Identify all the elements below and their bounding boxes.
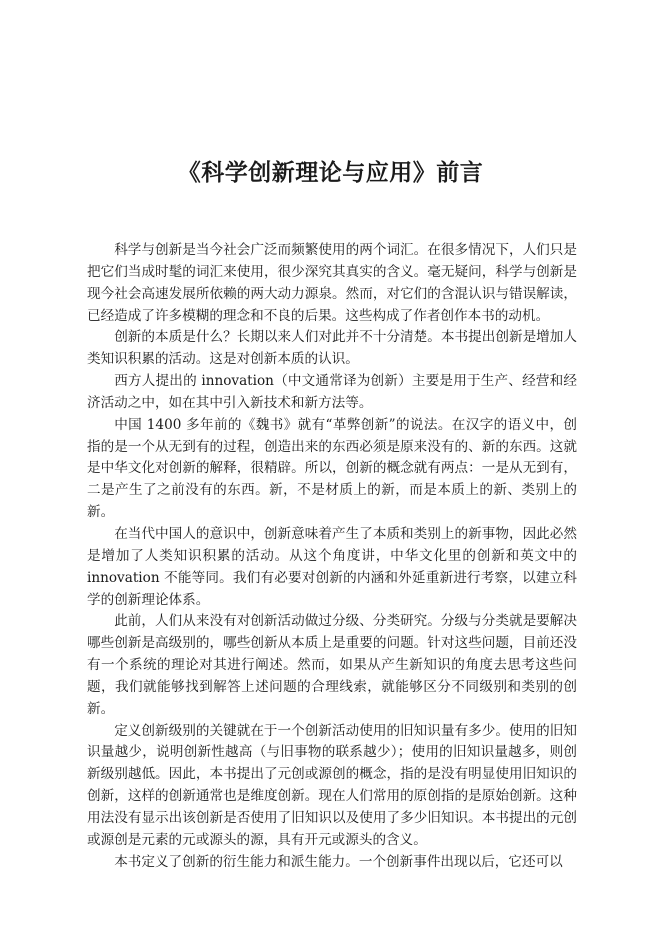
paragraph: 此前，人们从来没有对创新活动做过分级、分类研究。分级与分类就是要解决哪些创新是高级别的，哪些创新从本质上是重要的问题。针对这些问题，目前还没有一个系统的理论对其进行阐述。然而，如果从产生新知识的角度去思考这些问题，我们就能够找到解答上述问题的合理线索，就能够区分不同级别和类别的创新。: [87, 613, 577, 717]
paragraph: 科学与创新是当今社会广泛而频繁使用的两个词汇。在很多情况下，人们只是把它们当成时髦的词汇来使用，很少深究其真实的含义。毫无疑问，科学与创新是现今社会高速发展所依赖的两大动力源泉。然而，对它们的含混认识与错误解读，已经造成了许多模糊的理念和不良的后果。这些构成了作者创作本书的动机。: [87, 242, 577, 324]
paragraph: 定义创新级别的关键就在于一个创新活动使用的旧知识量有多少。使用的旧知识量越少，说明创新性越高（与旧事物的联系越少）；使用的旧知识量越多，则创新级别越低。因此，本书提出了元创或源创的概念，指的是没有明显使用旧知识的创新，这样的创新通常也是维度创新。现在人们常用的原创指的是原始创新。这种用法没有显示出该创新是否使用了旧知识以及使用了多少旧知识。本书提出的元创或源创是元素的元或源头的源，具有开元或源头的含义。: [87, 722, 577, 848]
paragraph: 本书定义了创新的衍生能力和派生能力。一个创新事件出现以后，它还可以: [114, 853, 563, 870]
paragraph: 中国 1400 多年前的《魏书》就有“革弊创新”的说法。在汉字的语义中，创指的是一个从无到有的过程，创造出来的东西必须是原来没有的、新的东西。这就是中华文化对创新的解释，很精辟。所以，创新的概念就有两点：一是从无到有，二是产生了之前没有的东西。新，不是材质上的新，而是本质上的新、类别上的新。: [87, 416, 577, 521]
paragraph: 西方人提出的 innovation（中文通常译为创新）主要是用于生产、经营和经济活动之中，如在其中引入新技术和新方法等。: [87, 373, 577, 411]
paragraph: 在当代中国人的意识中，创新意味着产生了本质和类别上的新事物，因此必然是增加了人类知识积累的活动。从这个角度讲，中华文化里的创新和英文中的 innovation 不能等同。我们有必要对创新的内涵和外延重新进行考察，以建立科学的创新理论体系。: [87, 525, 577, 608]
preface-body: [87, 240, 577, 873]
paragraph: 创新的本质是什么？长期以来人们对此并不十分清楚。本书提出创新是增加人类知识积累的活动。这是对创新本质的认识。: [87, 329, 577, 368]
page-title: 《科学创新理论与应用》前言: [177, 159, 484, 186]
